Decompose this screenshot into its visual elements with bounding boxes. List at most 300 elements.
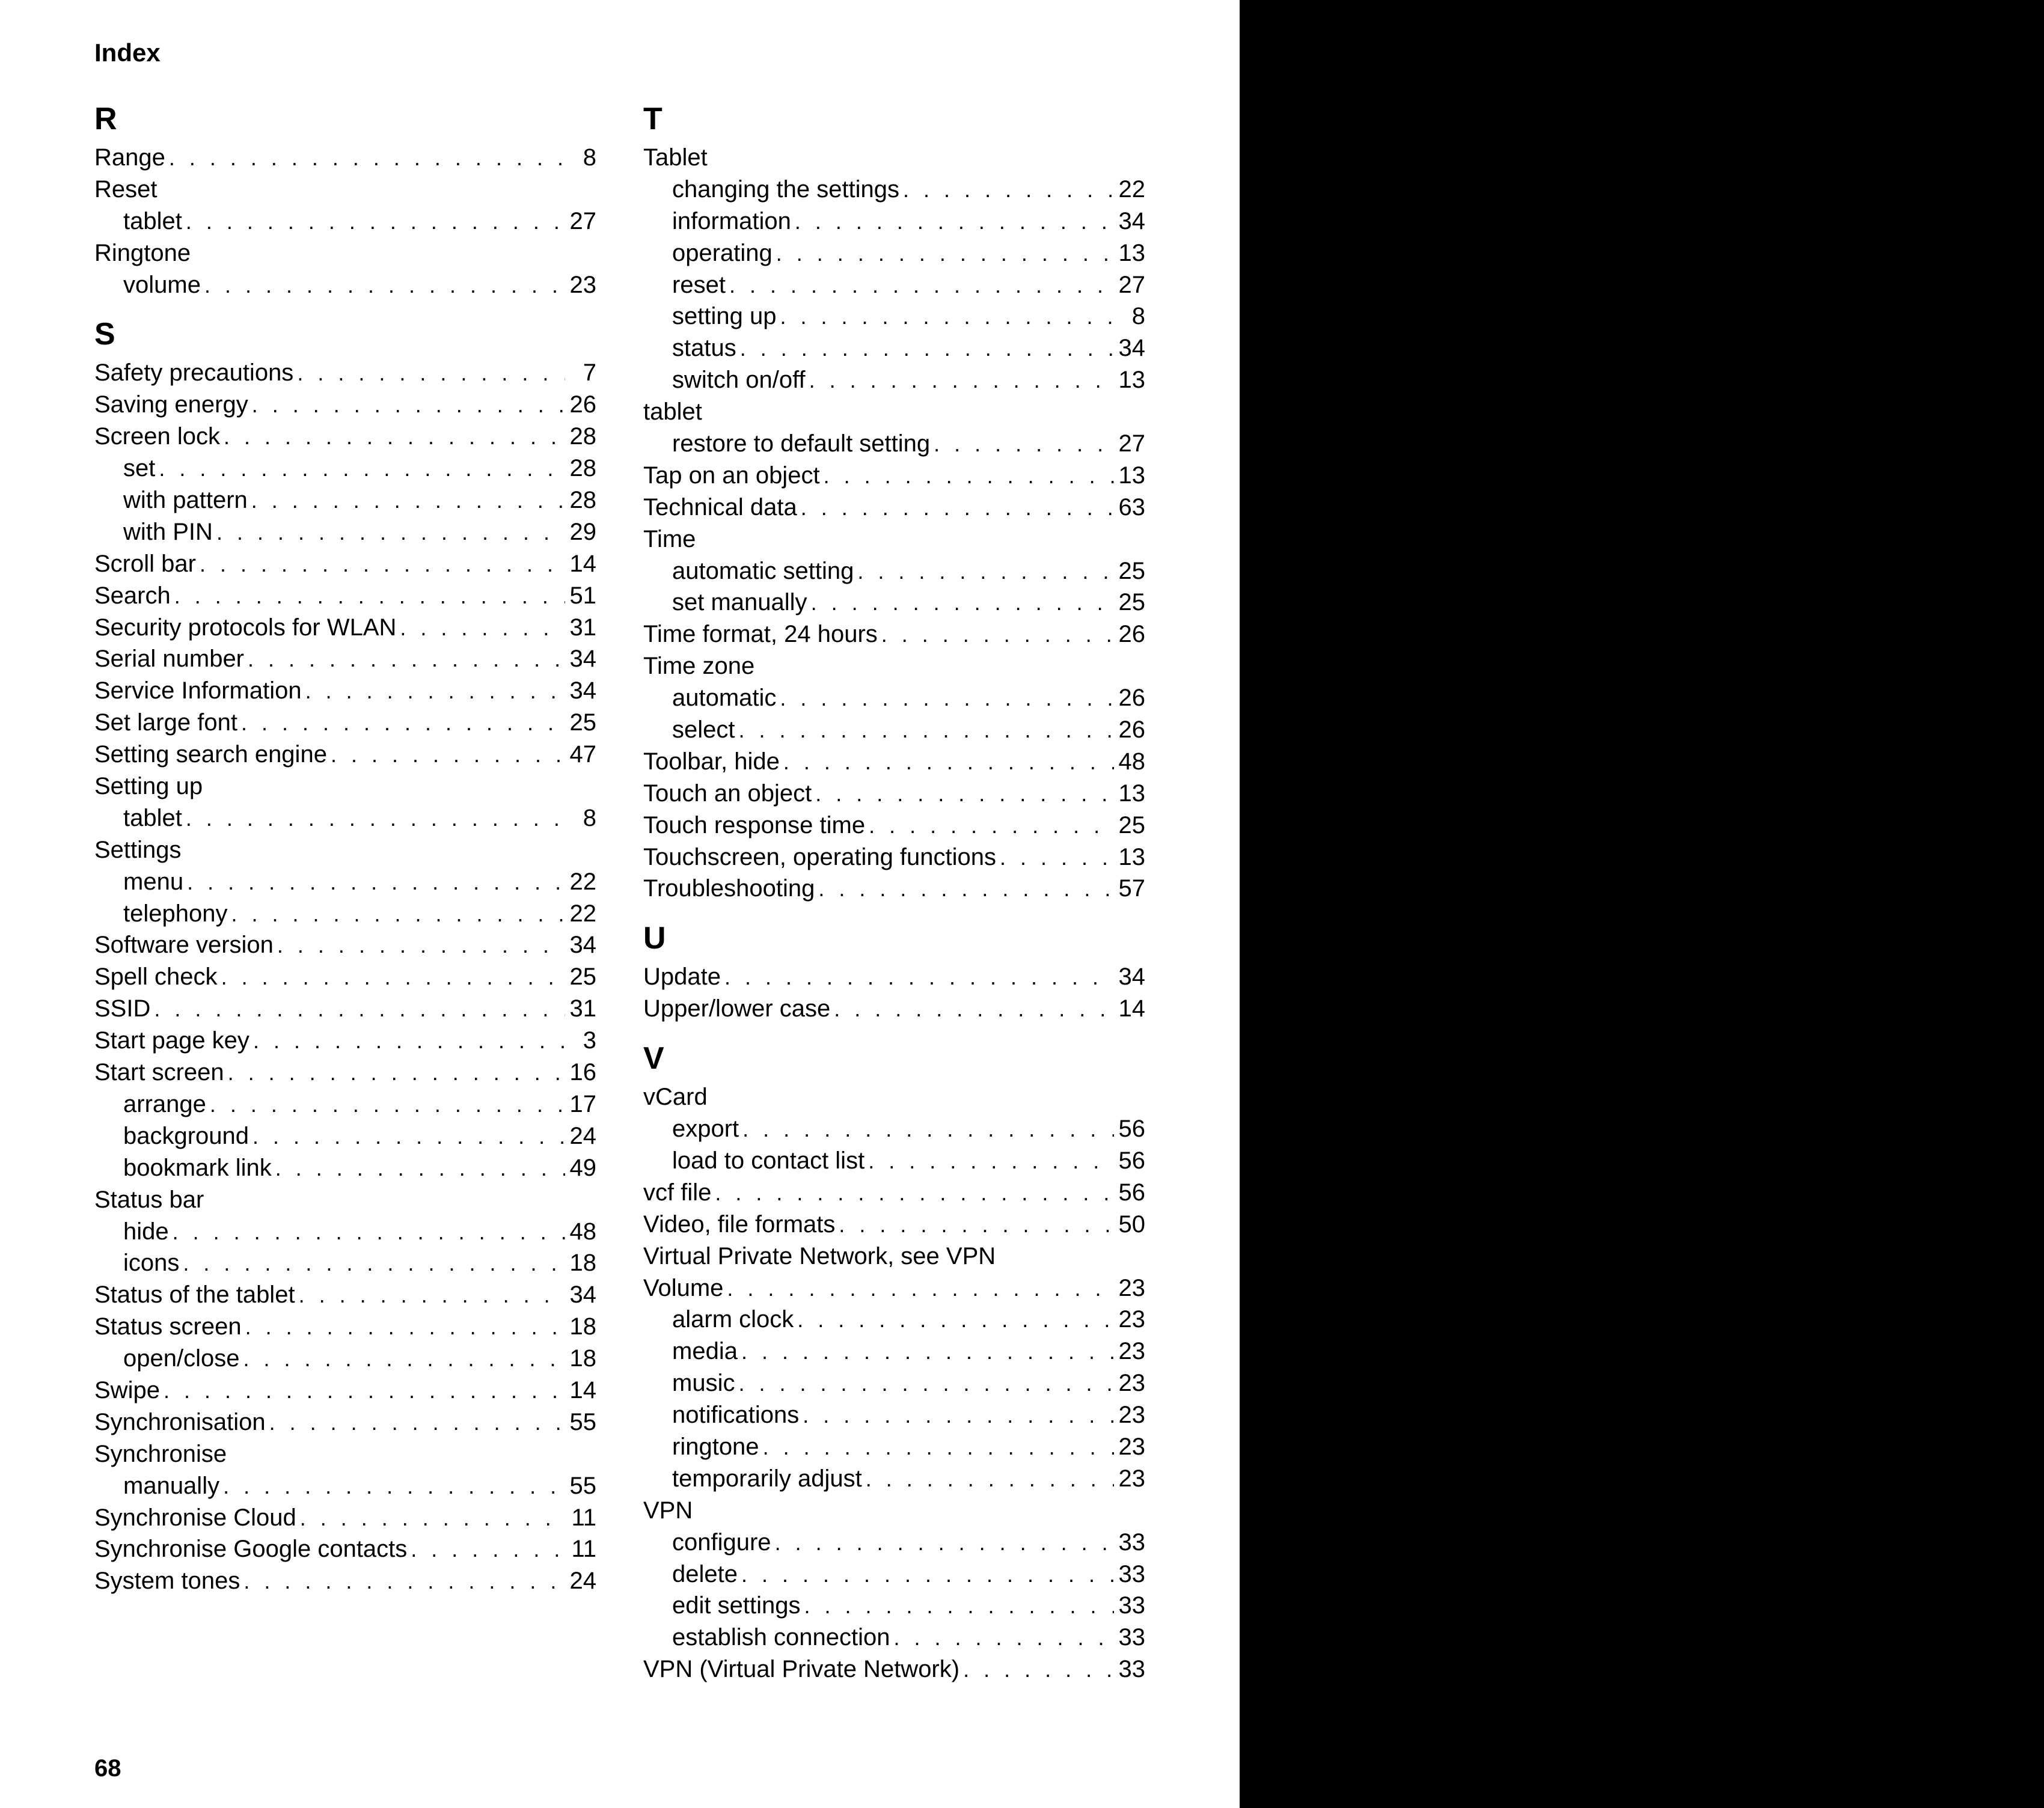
index-subentry — [643, 1590, 1145, 1622]
dot-leader — [741, 1336, 1114, 1368]
index-entry — [643, 1081, 1145, 1113]
entry-page-number: 13 — [1118, 843, 1145, 870]
index-subentry — [94, 1120, 596, 1152]
index-entry — [94, 142, 596, 174]
entry-term: Reset — [94, 176, 158, 203]
index-subentry — [94, 1152, 596, 1184]
entry-page-number: 25 — [1118, 811, 1145, 838]
dot-leader — [186, 206, 565, 238]
entry-page-number: 56 — [1118, 1116, 1145, 1143]
index-entry — [94, 1025, 596, 1057]
index-column-right — [643, 96, 1145, 1685]
index-entry — [94, 675, 596, 707]
index-subentry — [94, 1470, 596, 1502]
index-entry — [643, 961, 1145, 993]
dot-leader — [300, 1503, 565, 1535]
index-entry — [94, 357, 596, 389]
dot-leader — [183, 1248, 565, 1280]
entry-term: Virtual Private Network, see VPN — [643, 1242, 996, 1269]
entry-page-number: 34 — [569, 932, 596, 959]
dot-leader — [866, 1464, 1114, 1495]
index-entry — [643, 873, 1145, 905]
entry-term: Troubleshooting — [643, 875, 815, 902]
entry-term: vcf file — [643, 1179, 712, 1206]
index-entry — [94, 1533, 596, 1565]
dot-leader — [173, 1217, 565, 1248]
dot-leader — [715, 1177, 1114, 1209]
index-entry — [643, 778, 1145, 810]
entry-page-number: 23 — [569, 271, 596, 298]
entry-page-number: 25 — [1118, 589, 1145, 616]
dot-leader — [903, 174, 1114, 206]
dot-leader — [811, 587, 1114, 619]
entry-page-number: 63 — [1118, 493, 1145, 521]
entry-page-number: 27 — [569, 207, 596, 234]
entry-page-number: 34 — [569, 1281, 596, 1309]
entry-page-number: 14 — [569, 550, 596, 577]
index-subentry — [643, 1431, 1145, 1463]
dot-leader — [803, 1400, 1114, 1432]
entry-page-number: 31 — [569, 995, 596, 1022]
dot-leader — [815, 778, 1114, 810]
entry-page-number: 48 — [1118, 748, 1145, 775]
entry-term: bookmark link — [123, 1154, 272, 1181]
entry-term: set — [123, 455, 156, 482]
index-subentry — [94, 898, 596, 930]
entry-term: Setting search engine — [94, 741, 327, 768]
entry-page-number: 29 — [569, 518, 596, 545]
entry-term: Spell check — [94, 964, 218, 991]
index-subentry — [643, 1463, 1145, 1495]
entry-page-number: 33 — [1118, 1624, 1145, 1651]
entry-term: Toolbar, hide — [643, 748, 780, 775]
dot-leader — [400, 612, 565, 644]
index-entry — [643, 1177, 1145, 1209]
entry-term: Settings — [94, 836, 182, 863]
entry-term: System tones — [94, 1568, 240, 1595]
entry-page-number: 26 — [1118, 685, 1145, 712]
entry-page-number: 47 — [569, 741, 596, 768]
index-entry — [643, 1272, 1145, 1304]
entry-page-number: 24 — [569, 1122, 596, 1149]
entry-term: VPN (Virtual Private Network) — [643, 1656, 960, 1683]
entry-page-number: 18 — [569, 1250, 596, 1277]
index-section — [94, 301, 596, 1597]
entry-page-number: 8 — [1131, 303, 1145, 330]
index-entry — [94, 389, 596, 421]
entry-page-number: 13 — [1118, 367, 1145, 394]
index-entry — [94, 1438, 596, 1470]
entry-term: Tablet — [643, 144, 708, 171]
entry-term: Technical data — [643, 493, 797, 521]
entry-term: icons — [123, 1250, 180, 1277]
entry-page-number: 18 — [569, 1313, 596, 1340]
dot-leader — [1000, 842, 1114, 874]
entry-page-number: 17 — [569, 1090, 596, 1117]
index-section — [643, 1025, 1145, 1685]
entry-page-number: 14 — [569, 1376, 596, 1403]
index-entry — [643, 396, 1145, 428]
index-entry — [94, 643, 596, 675]
entry-page-number: 8 — [583, 144, 596, 171]
index-subentry — [643, 587, 1145, 618]
dot-leader — [729, 270, 1114, 302]
entry-term: tablet — [123, 804, 182, 831]
index-entry — [643, 841, 1145, 873]
index-subentry — [643, 714, 1145, 746]
entry-term: with pattern — [123, 487, 248, 514]
index-subentry — [643, 555, 1145, 587]
index-subentry — [643, 1336, 1145, 1367]
entry-page-number: 23 — [1118, 1402, 1145, 1429]
dot-leader — [857, 556, 1114, 588]
entry-term: ringtone — [672, 1433, 759, 1460]
dot-leader — [221, 962, 565, 994]
entry-term: Update — [643, 964, 721, 991]
dot-leader — [795, 206, 1114, 238]
entry-term: Time format, 24 hours — [643, 621, 878, 648]
entry-term: Setting up — [94, 773, 203, 800]
dot-leader — [204, 270, 565, 302]
index-entry — [94, 421, 596, 453]
entry-page-number: 16 — [569, 1059, 596, 1086]
dot-leader — [963, 1654, 1114, 1686]
entry-page-number: 8 — [583, 804, 596, 831]
entry-page-number: 13 — [1118, 239, 1145, 266]
entry-term: VPN — [643, 1497, 693, 1524]
entry-term: Search — [94, 582, 171, 609]
dot-leader — [738, 1368, 1114, 1400]
index-subentry — [643, 1145, 1145, 1177]
section-letter: T — [643, 102, 662, 136]
dot-leader — [411, 1534, 565, 1566]
entry-term: Status bar — [94, 1186, 204, 1213]
index-subentry — [643, 1367, 1145, 1399]
page-header: Index — [94, 38, 161, 67]
entry-page-number: 13 — [1118, 462, 1145, 489]
dot-leader — [742, 1114, 1114, 1146]
dot-leader — [809, 365, 1114, 397]
dot-leader — [804, 1590, 1114, 1622]
entry-term: Software version — [94, 932, 274, 959]
index-entry — [94, 1279, 596, 1311]
entry-term: Time — [643, 525, 696, 552]
dot-leader — [245, 1312, 565, 1343]
entry-page-number: 33 — [1118, 1529, 1145, 1556]
dot-leader — [253, 1025, 565, 1057]
index-entry — [94, 174, 596, 206]
dot-leader — [780, 683, 1114, 715]
entry-page-number: 27 — [1118, 430, 1145, 457]
entry-term: restore to default setting — [672, 430, 931, 457]
dot-leader — [331, 739, 565, 771]
dot-leader — [154, 994, 565, 1025]
entry-page-number: 34 — [569, 646, 596, 673]
index-subentry — [94, 802, 596, 834]
dot-leader — [834, 994, 1114, 1025]
entry-page-number: 26 — [1118, 621, 1145, 648]
entry-term: volume — [123, 271, 201, 298]
entry-term: Range — [94, 144, 165, 171]
index-entry — [643, 142, 1145, 174]
entry-page-number: 23 — [1118, 1338, 1145, 1365]
entry-term: background — [123, 1122, 249, 1149]
dot-leader — [299, 1280, 565, 1312]
dot-leader — [780, 301, 1114, 333]
entry-page-number: 49 — [569, 1154, 596, 1181]
index-subentry — [94, 269, 596, 301]
entry-page-number: 3 — [583, 1027, 596, 1054]
index-entry — [94, 580, 596, 612]
entry-term: tablet — [643, 399, 702, 426]
dot-leader — [252, 389, 565, 421]
index-entry — [94, 739, 596, 771]
entry-term: Status screen — [94, 1313, 242, 1340]
entry-term: load to contact list — [672, 1147, 865, 1174]
entry-term: automatic setting — [672, 557, 854, 584]
entry-term: edit settings — [672, 1592, 801, 1619]
index-entry — [643, 1654, 1145, 1685]
dot-leader — [159, 453, 565, 485]
index-entry — [94, 1375, 596, 1406]
entry-term: arrange — [123, 1090, 206, 1117]
dot-leader — [231, 899, 565, 930]
index-entry — [94, 771, 596, 802]
entry-page-number: 13 — [1118, 780, 1145, 807]
entry-term: Start screen — [94, 1059, 224, 1086]
index-subentry — [94, 1216, 596, 1248]
entry-page-number: 33 — [1118, 1592, 1145, 1619]
dot-leader — [305, 676, 565, 707]
entry-term: switch on/off — [672, 367, 806, 394]
index-subentry — [94, 866, 596, 898]
entry-page-number: 34 — [1118, 207, 1145, 234]
entry-term: Scroll bar — [94, 550, 196, 577]
entry-term: Upper/lower case — [643, 995, 831, 1022]
dot-leader — [186, 803, 565, 835]
dot-leader — [228, 1057, 565, 1089]
entry-page-number: 25 — [1118, 557, 1145, 584]
entry-page-number: 57 — [1118, 875, 1145, 902]
index-section — [643, 96, 1145, 905]
index-subentry — [94, 516, 596, 548]
entry-term: Ringtone — [94, 239, 191, 266]
entry-page-number: 34 — [1118, 964, 1145, 991]
index-entry — [643, 618, 1145, 650]
entry-page-number: 51 — [569, 582, 596, 609]
index-entry — [94, 548, 596, 580]
index-entry — [643, 1495, 1145, 1527]
dot-leader — [934, 429, 1114, 460]
entry-page-number: 34 — [1118, 335, 1145, 362]
entry-term: notifications — [672, 1402, 800, 1429]
entry-page-number: 25 — [569, 709, 596, 736]
index-entry — [643, 492, 1145, 524]
dot-leader — [277, 930, 565, 962]
entry-term: manually — [123, 1472, 220, 1499]
entry-page-number: 23 — [1118, 1274, 1145, 1301]
section-letter: U — [643, 921, 666, 956]
dot-leader — [893, 1622, 1114, 1654]
dot-leader — [174, 581, 565, 612]
entry-page-number: 22 — [1118, 176, 1145, 203]
index-subentry — [94, 1089, 596, 1120]
entry-term: menu — [123, 868, 184, 895]
dot-leader — [739, 715, 1115, 747]
entry-term: operating — [672, 239, 773, 266]
dot-leader — [187, 867, 565, 899]
entry-term: Tap on an object — [643, 462, 820, 489]
entry-term: Start page key — [94, 1027, 249, 1054]
entry-term: Touchscreen, operating functions — [643, 843, 997, 870]
entry-term: Synchronisation — [94, 1408, 266, 1435]
entry-page-number: 33 — [1118, 1560, 1145, 1587]
entry-page-number: 55 — [569, 1472, 596, 1499]
dot-leader — [824, 460, 1114, 492]
index-entry — [643, 746, 1145, 778]
entry-page-number: 31 — [569, 614, 596, 641]
entry-term: reset — [672, 271, 726, 298]
entry-page-number: 14 — [1118, 995, 1145, 1022]
dot-leader — [216, 517, 565, 549]
entry-term: Synchronise Cloud — [94, 1504, 296, 1531]
entry-term: tablet — [123, 207, 182, 234]
index-subentry — [94, 1343, 596, 1375]
dot-leader — [881, 619, 1114, 651]
index-subentry — [643, 682, 1145, 714]
section-letter: V — [643, 1041, 664, 1077]
entry-page-number: 34 — [569, 677, 596, 704]
entry-page-number: 56 — [1118, 1147, 1145, 1174]
index-subentry — [643, 364, 1145, 396]
dot-leader — [801, 492, 1114, 524]
index-subentry — [643, 1304, 1145, 1336]
entry-term: Service Information — [94, 677, 302, 704]
index-entry — [643, 1209, 1145, 1241]
entry-term: Time zone — [643, 653, 755, 680]
entry-term: export — [672, 1116, 739, 1143]
entry-term: Volume — [643, 1274, 724, 1301]
entry-page-number: 7 — [583, 359, 596, 386]
dot-leader — [740, 333, 1114, 365]
entry-term: media — [672, 1338, 738, 1365]
entry-term: Touch an object — [643, 780, 812, 807]
dot-leader — [164, 1375, 565, 1407]
dot-leader — [783, 747, 1114, 778]
index-subentry — [643, 174, 1145, 206]
entry-page-number: 23 — [1118, 1370, 1145, 1397]
index-subentry — [94, 484, 596, 516]
index-subentry — [643, 1622, 1145, 1654]
black-margin-panel — [1240, 0, 2044, 1808]
index-subentry — [94, 453, 596, 484]
index-subentry — [94, 206, 596, 237]
index-entry — [94, 834, 596, 866]
entry-page-number: 26 — [569, 391, 596, 418]
entry-page-number: 24 — [569, 1568, 596, 1595]
index-entry — [643, 810, 1145, 841]
entry-term: Safety precautions — [94, 359, 294, 386]
entry-page-number: 56 — [1118, 1179, 1145, 1206]
index-subentry — [94, 1247, 596, 1279]
entry-page-number: 23 — [1118, 1433, 1145, 1460]
dot-leader — [223, 1471, 565, 1503]
entry-page-number: 28 — [569, 455, 596, 482]
entry-page-number: 23 — [1118, 1465, 1145, 1492]
entry-term: Serial number — [94, 646, 245, 673]
dot-leader — [252, 1121, 565, 1153]
entry-page-number: 25 — [569, 964, 596, 991]
index-subentry — [643, 237, 1145, 269]
dot-leader — [797, 1304, 1114, 1336]
entry-term: status — [672, 335, 736, 362]
index-entry — [94, 1406, 596, 1438]
entry-term: Swipe — [94, 1376, 160, 1403]
dot-leader — [727, 1273, 1114, 1305]
entry-term: setting up — [672, 303, 777, 330]
entry-term: open/close — [123, 1345, 240, 1372]
dot-leader — [763, 1432, 1114, 1464]
index-subentry — [643, 428, 1145, 460]
index-column-left — [94, 96, 596, 1597]
index-entry — [94, 961, 596, 993]
entry-term: information — [672, 207, 791, 234]
entry-term: Video, file formats — [643, 1211, 836, 1238]
entry-page-number: 27 — [1118, 271, 1145, 298]
entry-term: delete — [672, 1560, 738, 1587]
dot-leader — [868, 1146, 1114, 1177]
entry-term: alarm clock — [672, 1306, 794, 1333]
dot-leader — [243, 1343, 565, 1375]
entry-term: Set large font — [94, 709, 237, 736]
entry-page-number: 28 — [569, 487, 596, 514]
dot-leader — [248, 644, 565, 676]
index-entry — [643, 650, 1145, 682]
dot-leader — [275, 1153, 565, 1185]
section-letter: R — [94, 102, 117, 136]
entry-page-number: 22 — [569, 868, 596, 895]
entry-page-number: 48 — [569, 1218, 596, 1245]
index-section — [94, 96, 596, 301]
entry-page-number: 11 — [571, 1504, 596, 1531]
dot-leader — [741, 1559, 1114, 1591]
entry-term: Status of the tablet — [94, 1281, 295, 1309]
entry-term: vCard — [643, 1084, 708, 1111]
entry-term: hide — [123, 1218, 169, 1245]
entry-page-number: 23 — [1118, 1306, 1145, 1333]
entry-page-number: 55 — [569, 1408, 596, 1435]
dot-leader — [297, 358, 565, 389]
dot-leader — [224, 421, 565, 453]
entry-term: establish connection — [672, 1624, 890, 1651]
dot-leader — [839, 1209, 1114, 1241]
section-letter: S — [94, 317, 115, 352]
index-subentry — [643, 1527, 1145, 1559]
entry-term: music — [672, 1370, 735, 1397]
entry-term: Touch response time — [643, 811, 866, 838]
index-section — [643, 905, 1145, 1025]
entry-term: select — [672, 716, 735, 744]
index-subentry — [643, 332, 1145, 364]
index-subentry — [643, 1399, 1145, 1431]
index-entry — [643, 524, 1145, 555]
index-entry — [94, 993, 596, 1025]
entry-term: Synchronise — [94, 1440, 227, 1467]
entry-term: Synchronise Google contacts — [94, 1536, 408, 1563]
entry-page-number: 33 — [1118, 1656, 1145, 1683]
dot-leader — [210, 1089, 565, 1121]
index-entry — [643, 993, 1145, 1025]
